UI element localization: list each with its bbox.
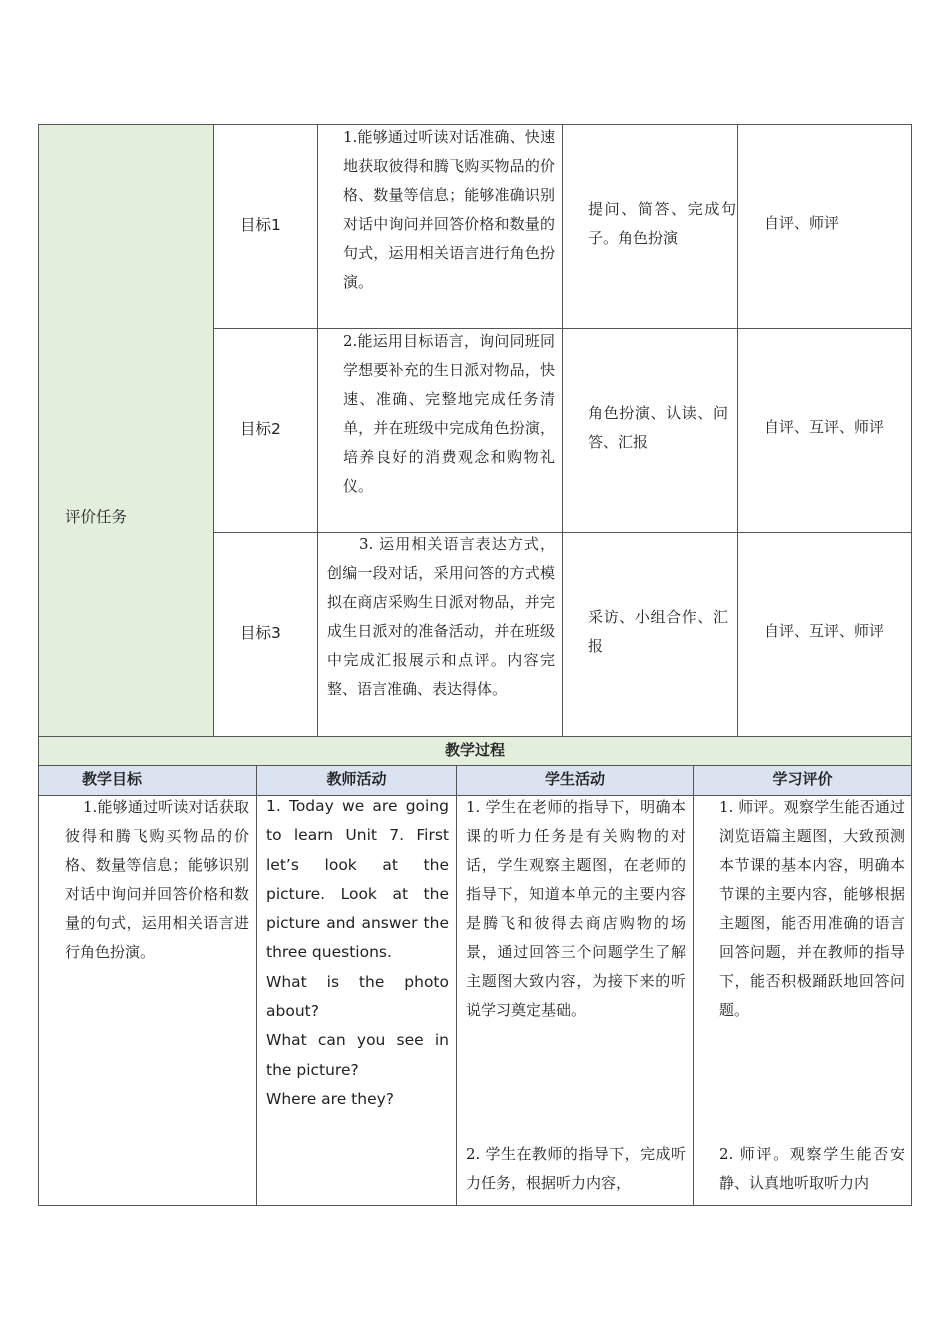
goal-cell-3 [213,532,318,737]
teacher-activity [266,792,449,1114]
evaluation-2: 自评、互评、师评 [764,418,885,436]
eval-label-cell [38,124,214,737]
process-title-cell [38,736,912,766]
evaluation-cell-2 [737,328,912,533]
goal-description-3: 3. 运用相关语言表达方式，创编一段对话，采用问答的方式模拟在商店采购生日派对物品，并完成生日派对的准备活动，并在班级中完成汇报展示和点评。内容完整、语言准确、表达得体。 [327,535,555,698]
teacher-line-3: What can you see in the picture? [266,1031,449,1079]
learning-evaluation-2: 2. 师评。观察学生能否安静、认真地听取听力内 [719,1145,905,1192]
teacher-line-2: What is the photo about? [266,972,449,1021]
objective-cell [38,795,257,1206]
evaluation-3: 自评、互评、师评 [764,622,885,640]
method-cell-1 [562,124,738,329]
header-student-cell [456,765,694,796]
header-student: 学生活动 [544,770,605,788]
goal-label-2: 目标2 [240,420,281,438]
objective-text: 1.能够通过听读对话获取彼得和腾飞购买物品的价格、数量等信息；能够识别对话中询问并回答价格和数量的句式，运用相关语言进行角色扮演。 [65,798,249,961]
teacher-activity-cell [256,795,457,1206]
goal-description-cell-1 [317,124,563,329]
goal-description-cell-2 [317,328,563,533]
learning-evaluation-cell [693,795,912,1206]
goal-description-2: 2.能运用目标语言，询问同班同学想要补充的生日派对物品，快速、准确、完整地完成任务清单，并在班级中完成角色扮演，培养良好的消费观念和购物礼仪。 [343,332,555,495]
method-cell-3 [562,532,738,737]
header-objective-cell [38,765,257,796]
method-cell-2 [562,328,738,533]
student-activity-1: 1. 学生在老师的指导下，明确本课的听力任务是有关购物的对话，学生观察主题图，在老师的指导下，知道本单元的主要内容是腾飞和彼得去商店购物的场景，通过回答三个问题学生了解主题图大致内容，为接下来的听说学习奠定基础。 [466,798,686,1019]
goal-cell-1 [213,124,318,329]
student-activity-cell [456,795,694,1206]
evaluation-1: 自评、师评 [764,214,840,232]
header-teacher: 教师活动 [326,770,387,788]
teacher-line-1: 1. Today we are going to learn Unit 7. First let’s look at the picture. Look at the picture and answer the three questions. [266,797,449,962]
evaluation-cell-3 [737,532,912,737]
learning-evaluation-1: 1. 师评。观察学生能否通过浏览语篇主题图，大致预测本节课的基本内容，明确本节课的主要内容，能够根据主题图，能否用准确的语言回答问题，并在教师的指导下，能否积极踊跃地回答问题。 [719,798,905,1019]
method-1: 提问、简答、完成句子。角色扮演 [588,200,736,247]
evaluation-cell-1 [737,124,912,329]
method-3: 采访、小组合作、汇报 [588,608,728,655]
method-2: 角色扮演、认读、问答、汇报 [588,404,728,451]
eval-label: 评价任务 [65,508,128,526]
header-objective: 教学目标 [82,770,143,788]
goal-label-1: 目标1 [240,216,281,234]
goal-description-cell-3 [317,532,563,737]
goal-label-3: 目标3 [240,624,281,642]
teacher-line-4: Where are they? [266,1089,395,1108]
header-evaluation: 学习评价 [772,770,833,788]
goal-cell-2 [213,328,318,533]
process-title: 教学过程 [444,741,505,759]
header-evaluation-cell [693,765,912,796]
goal-description-1: 1.能够通过听读对话准确、快速地获取彼得和腾飞购买物品的价格、数量等信息；能够准确识别对话中询问并回答价格和数量的句式，运用相关语言进行角色扮演。 [343,128,555,291]
student-activity-2: 2. 学生在教师的指导下，完成听力任务，根据听力内容， [466,1145,686,1192]
